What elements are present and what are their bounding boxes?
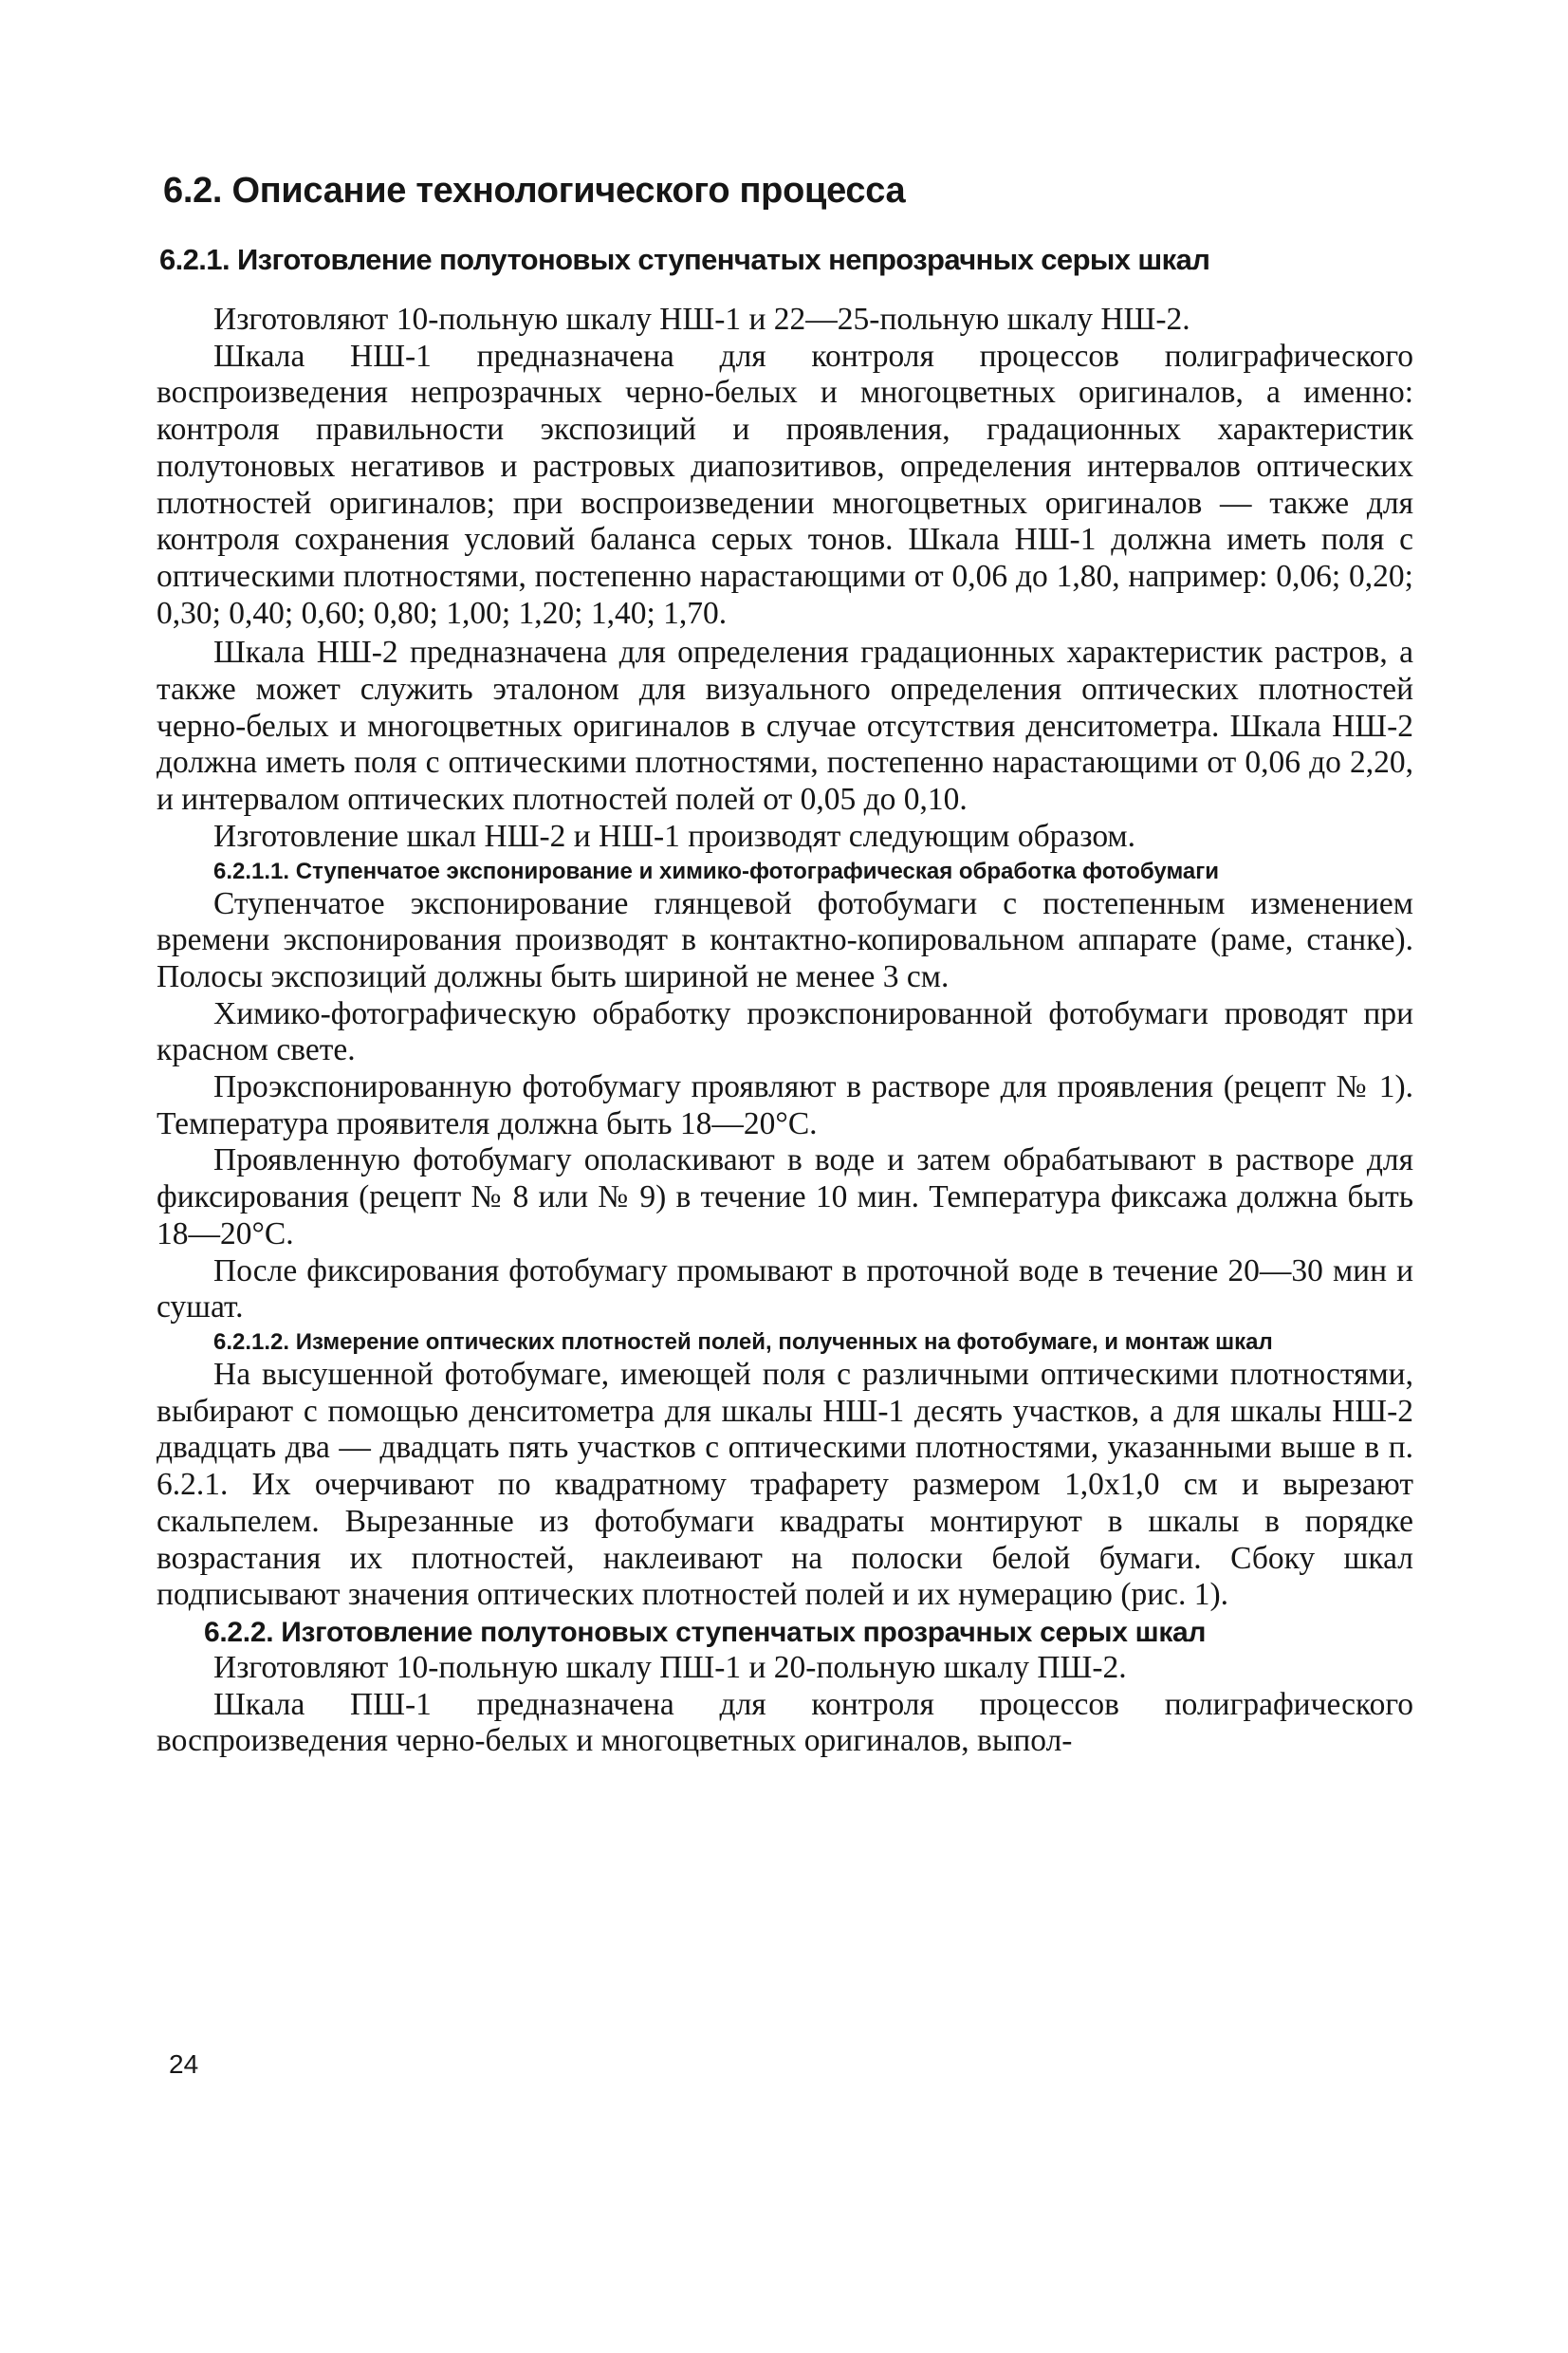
paragraph: Проявленную фотобумагу ополаскивают в воде и затем обрабатывают в растворе для фиксирования (рецепт № 8 или № 9) в течение 10 мин. Температура фиксажа должна быть 18—20°С.: [157, 1142, 1413, 1251]
subsection-heading-6-2-1: 6.2.1. Изготовление полутоновых ступенчатых непрозрачных серых шкал: [159, 243, 1210, 276]
page-number: 24: [169, 2049, 199, 2079]
paragraph: Шкала ПШ-1 предназначена для контроля процессов полиграфического воспроизведения черно-белых и многоцветных оригиналов, выпол-: [157, 1686, 1413, 1759]
paragraph: На высушенной фотобумаге, имеющей поля с различными оптическими плотностями, выбирают с помощью денситометра для шкалы НШ-1 десять участков, а для шкалы НШ-2 двадцать два — двадцать пять участков с оптическими плотностями, указанными выше в п. 6.2.1. Их очерчивают по квадратному трафарету размером 1,0х1,0 см и вырезают скальпелем. Вырезанные из фотобумаги квадраты монтируют в шкалы в порядке возрастания их плотностей, наклеивают на полоски белой бумаги. Сбоку шкал подписывают значения оптических плотностей полей и их нумерацию (рис. 1).: [157, 1356, 1413, 1613]
paragraph: Шкала НШ-2 предназначена для определения градационных характеристик растров, а также может служить эталоном для визуального определения оптических плотностей черно-белых и многоцветных оригиналов в случае отсутствия денситометра. Шкала НШ-2 должна иметь поля с оптическими плотностями, постепенно нарастающими от 0,06 до 2,20, и интервалом оптических плотностей полей от 0,05 до 0,10.: [157, 635, 1413, 818]
body-text: [157, 302, 1413, 1760]
paragraph: Шкала НШ-1 предназначена для контроля процессов полиграфического воспроизведения непрозрачных черно-белых и многоцветных оригиналов, а именно: контроля правильности экспозиций и проявления, градационных характеристик полутоновых негативов и растровых диапозитивов, определения интервалов оптических плотностей оригиналов; при воспроизведении многоцветных оригиналов — также для контроля сохранения условий баланса серых тонов. Шкала НШ-1 должна иметь поля с оптическими плотностями, постепенно нарастающими от 0,06 до 1,80, например: 0,06; 0,20; 0,30; 0,40; 0,60; 0,80; 1,00; 1,20; 1,40; 1,70.: [157, 338, 1413, 631]
paragraph: Ступенчатое экспонирование глянцевой фотобумаги с постепенным изменением времени экспонирования производят в контактно-копировальном аппарате (раме, станке). Полосы экспозиций должны быть шириной не менее 3 см.: [157, 885, 1413, 994]
paragraph: Химико-фотографическую обработку проэкспонированной фотобумаги проводят при красном свете.: [157, 995, 1413, 1068]
paragraph: После фиксирования фотобумагу промывают в проточной воде в течение 20—30 мин и сушат.: [157, 1252, 1413, 1325]
subheading-6-2-1-1: 6.2.1.1. Ступенчатое экспонирование и химико-фотографическая обработка фотобумаги: [213, 858, 1219, 884]
subheading-6-2-1-2: 6.2.1.2. Измерение оптических плотностей полей, полученных на фотобумаге, и монтаж шкал: [213, 1328, 1273, 1355]
section-title: 6.2. Описание технологического процесса: [163, 171, 906, 211]
paragraph: Проэкспонированную фотобумагу проявляют в растворе для проявления (рецепт № 1). Температура проявителя должна быть 18—20°С.: [157, 1069, 1413, 1141]
paragraph: Изготовление шкал НШ-2 и НШ-1 производят следующим образом.: [213, 818, 1136, 854]
paragraph: Изготовляют 10-польную шкалу ПШ-1 и 20-польную шкалу ПШ-2.: [213, 1649, 1127, 1685]
paragraph: Изготовляют 10-польную шкалу НШ-1 и 22—25-польную шкалу НШ-2.: [213, 302, 1190, 337]
subsection-heading-6-2-2: 6.2.2. Изготовление полутоновых ступенчатых прозрачных серых шкал: [204, 1616, 1207, 1648]
